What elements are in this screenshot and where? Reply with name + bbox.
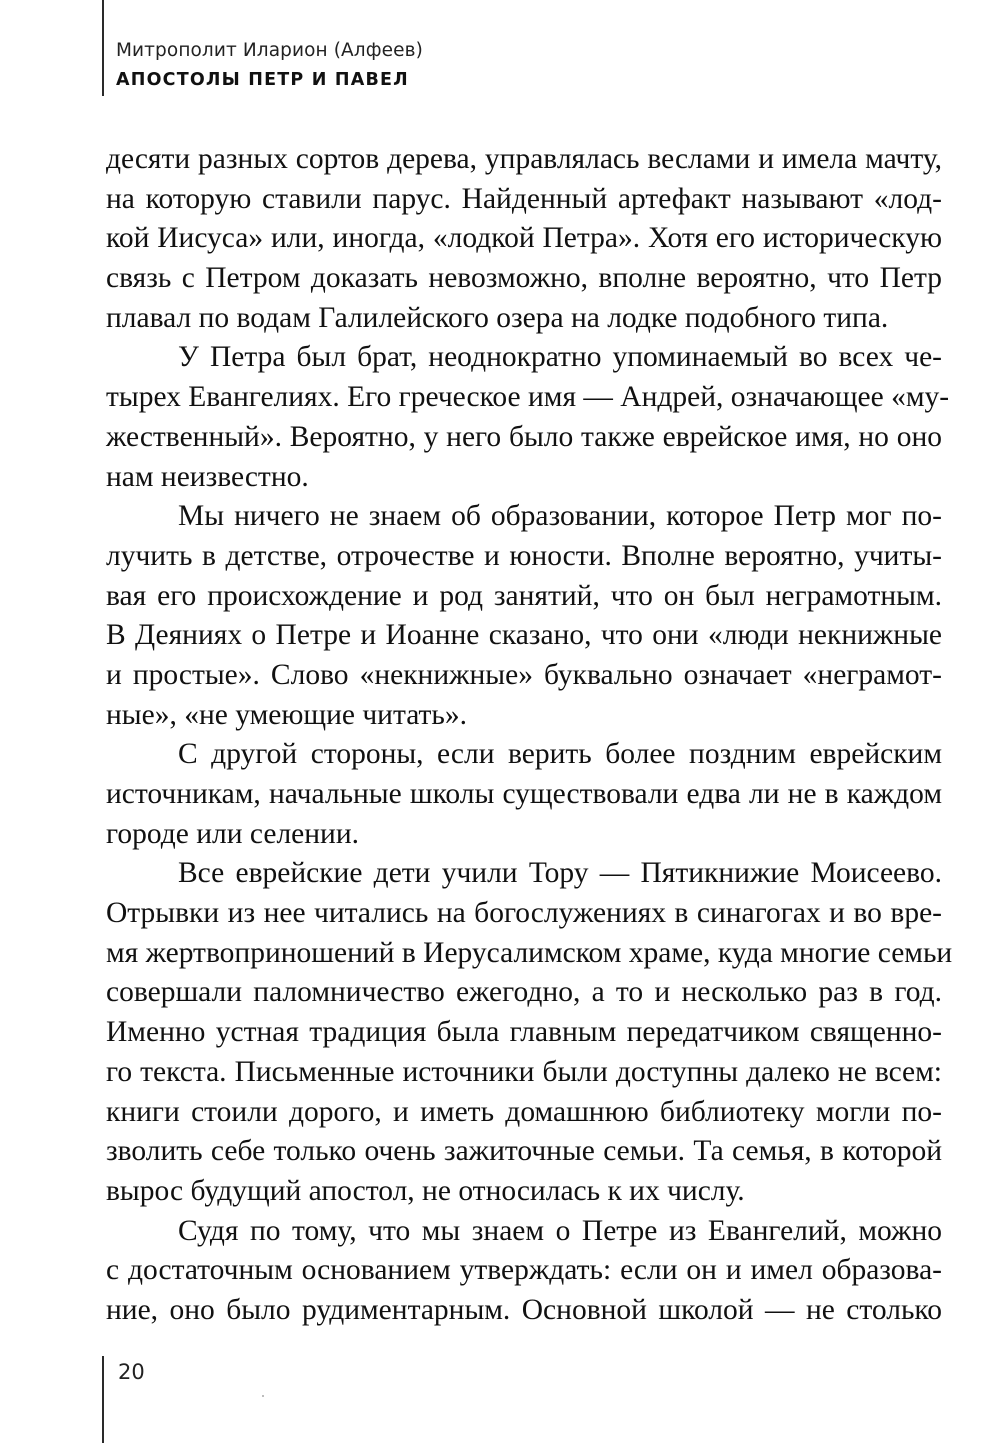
text-line: зволить себе только очень зажиточные семьи. Та семья, в которой (106, 1135, 942, 1168)
text-line: В Деяниях о Петре и Иоанне сказано, что они «люди некнижные (106, 619, 942, 652)
header-vertical-rule (102, 0, 104, 96)
text-line: нам неизвестно. (106, 460, 309, 493)
book-title: АПОСТОЛЫ ПЕТР И ПАВЕЛ (116, 70, 409, 90)
text-line: мя жертвоприношений в Иерусалимском храме, куда многие семьи (106, 936, 953, 969)
text-line: городе или селении. (106, 817, 360, 850)
body-text (106, 140, 953, 1331)
text-line: источникам, начальные школы существовали едва ли не в каждом (106, 778, 942, 810)
text-line: Судя по тому, что мы знаем о Петре из Евангелий, можно (178, 1214, 942, 1247)
text-line: вырос будущий апостол, не относилась к их числу. (106, 1174, 745, 1207)
text-line: плавал по водам Галилейского озера на лодке подобного типа. (106, 301, 889, 334)
footer-vertical-rule (102, 1356, 104, 1443)
text-line: и простые». Слово «некнижные» буквально означает «неграмот- (106, 658, 942, 691)
text-line: Именно устная традиция была главным передатчиком священно- (106, 1016, 942, 1049)
text-line: жественный». Вероятно, у него было также еврейское имя, но оно (106, 420, 942, 453)
text-line: на которую ставили парус. Найденный артефакт называют «лод- (106, 182, 942, 215)
scan-speck (262, 1395, 264, 1397)
text-line: книги стоили дорого, и иметь домашнюю библиотеку могли по- (106, 1095, 942, 1128)
text-line: лучить в детстве, отрочестве и юности. Вполне вероятно, учиты- (106, 539, 942, 572)
text-line: ные», «не умеющие читать». (106, 698, 468, 731)
text-line: У Петра был брат, неоднократно упоминаемый во всех че- (178, 341, 942, 374)
text-line: совершали паломничество ежегодно, а то и несколько раз в год. (106, 976, 942, 1009)
text-line: Все еврейские дети учили Тору — Пятикнижие Моисеево. (178, 857, 942, 890)
book-author: Митрополит Иларион (Алфеев) (116, 40, 423, 61)
text-line: десяти разных сортов дерева, управлялась веслами и имела мачту, (106, 143, 942, 175)
text-line: связь с Петром доказать невозможно, вполне вероятно, что Петр (106, 262, 942, 295)
text-line: тырех Евангелиях. Его греческое имя — Андрей, означающее «му- (106, 381, 950, 414)
page-number: 20 (118, 1360, 145, 1384)
text-line: Мы ничего не знаем об образовании, которое Петр мог по- (178, 500, 942, 533)
text-line: кой Иисуса» или, иногда, «лодкой Петра». Хотя его историческую (106, 222, 942, 255)
text-line: Отрывки из нее читались на богослужениях в синагогах и во вре- (106, 897, 942, 930)
text-line: ние, оно было рудиментарным. Основной школой — не столько (106, 1293, 942, 1326)
text-line: с достаточным основанием утверждать: если он и имел образова- (106, 1254, 942, 1287)
text-line: вая его происхождение и род занятий, что он был неграмотным. (106, 579, 942, 612)
text-line: С другой стороны, если верить более поздним еврейским (178, 738, 942, 771)
text-line: го текста. Письменные источники были доступны далеко не всем: (106, 1055, 942, 1088)
